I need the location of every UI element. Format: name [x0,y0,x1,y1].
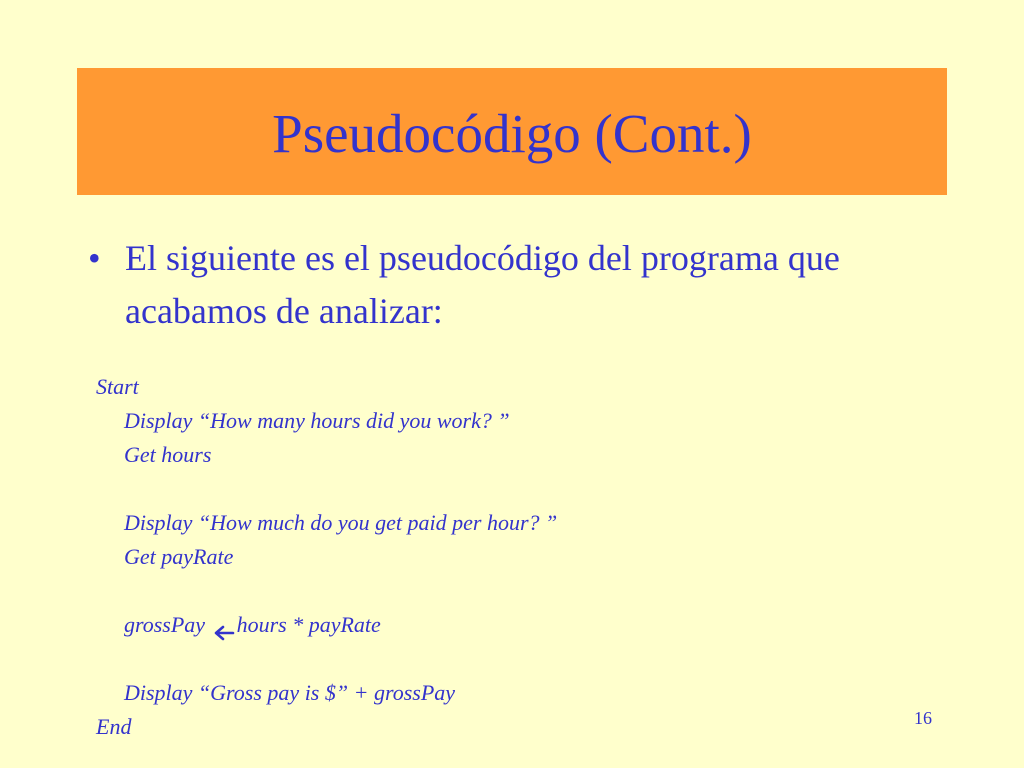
code-blank-line [96,574,557,608]
code-blank-line [96,472,557,506]
code-line-display-payrate: Display “How much do you get paid per hour? ” [124,510,558,535]
code-line-display-grosspay: Display “Gross pay is $” + grossPay [124,680,456,705]
left-arrow-icon [213,617,235,633]
assignment-expression: hours * payRate [236,612,381,637]
code-line-display-hours: Display “How many hours did you work? ” [124,408,510,433]
code-line-get-hours: Get hours [124,442,212,467]
code-start: Start [96,374,139,399]
slide-title: Pseudocódigo (Cont.) [272,103,752,164]
bullet-marker: • [88,238,101,278]
page-number: 16 [914,708,932,728]
title-bar [77,68,947,195]
bullet-item [88,232,988,338]
code-line-assignment [96,608,557,642]
bullet-text: El siguiente es el pseudocódigo del programa que acabamos de analizar: [125,238,840,331]
assignment-target: grossPay [124,612,211,637]
pseudocode-block [96,370,557,744]
code-line-get-payrate: Get payRate [124,544,234,569]
code-end: End [96,714,132,739]
code-blank-line [96,642,557,676]
